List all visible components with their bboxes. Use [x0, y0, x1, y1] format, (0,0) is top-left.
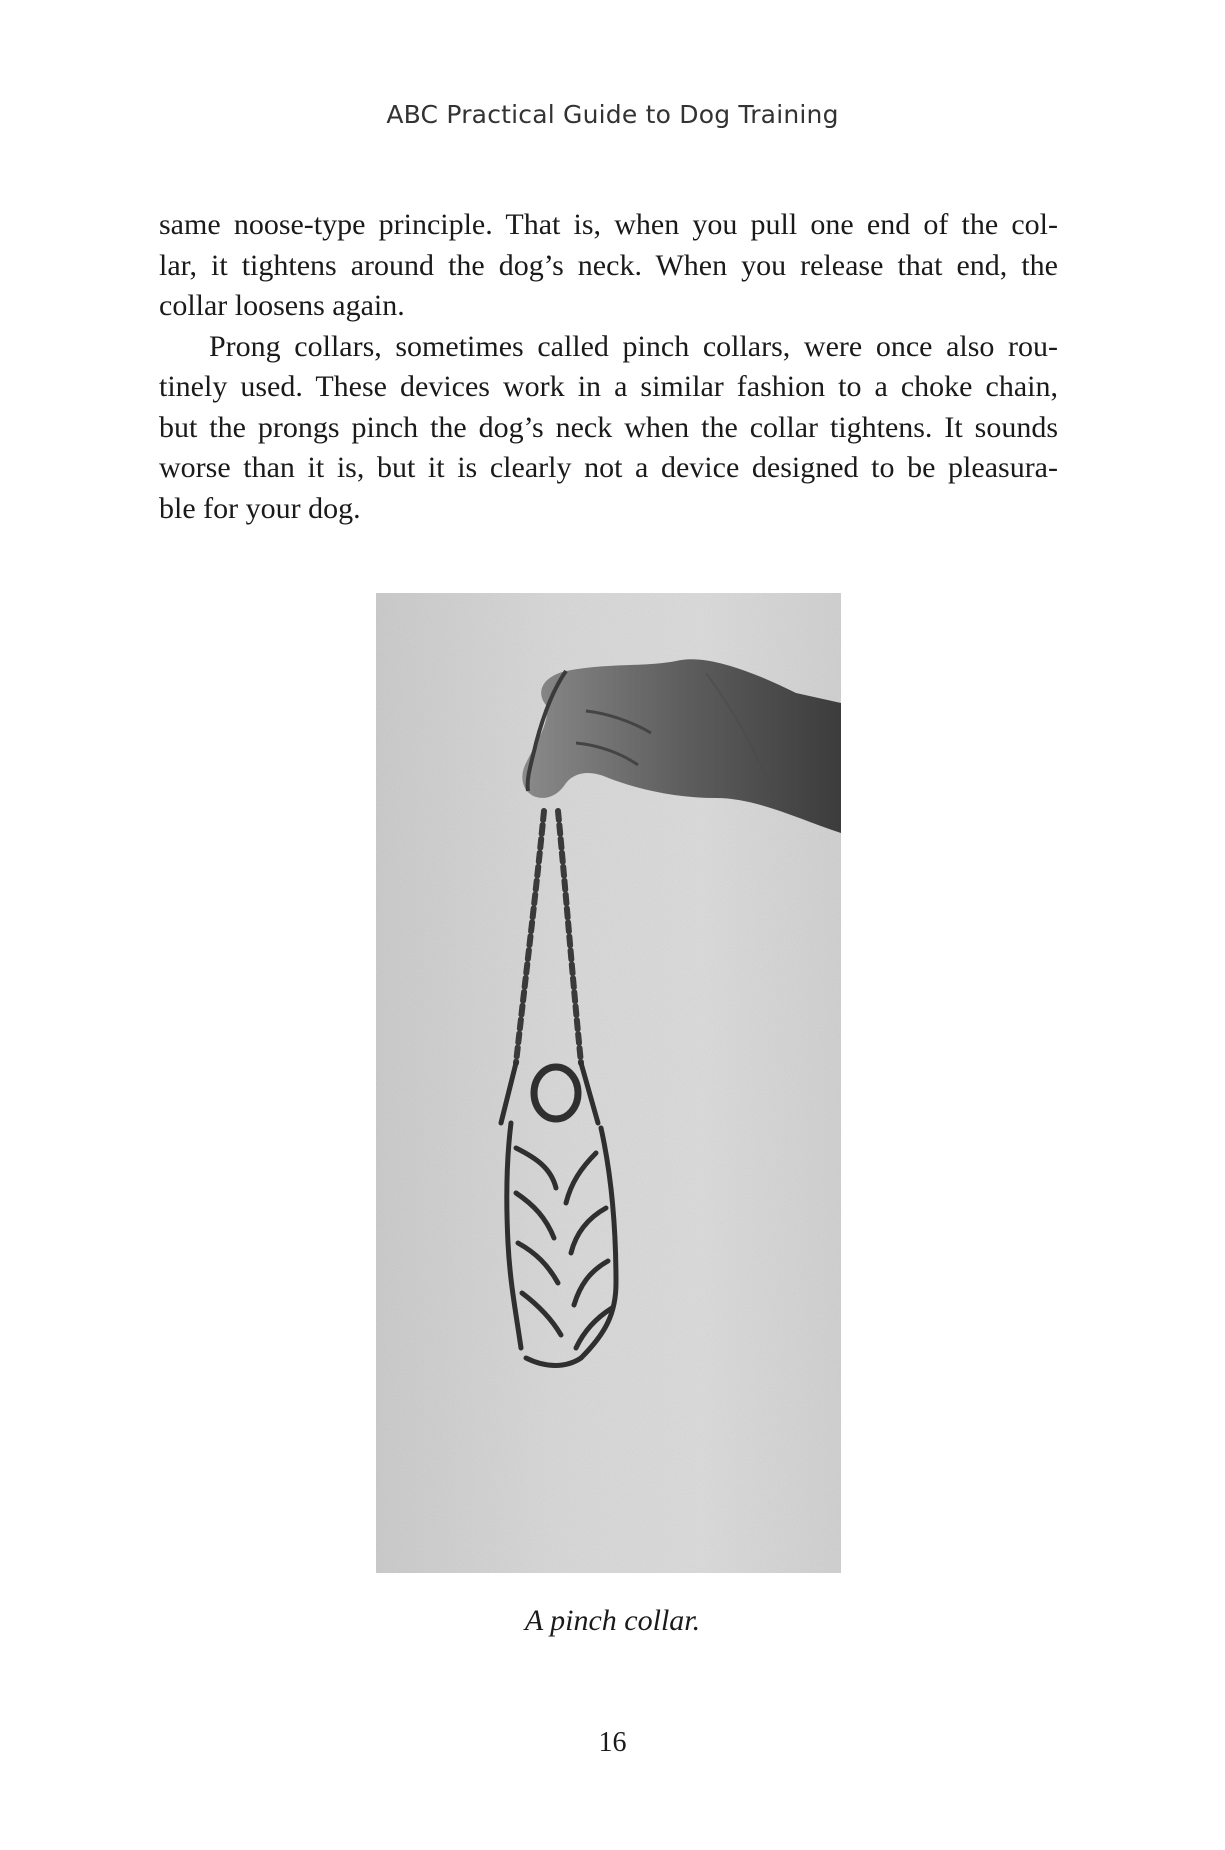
running-head: ABC Practical Guide to Dog Training [386, 100, 839, 129]
paragraph-2-line-2: tinely used. These devices work in a similar fashion to a choke chain, [159, 370, 1058, 403]
body-text [159, 205, 1058, 529]
paragraph-1-line-3: collar loosens again. [159, 289, 405, 322]
page-number: 16 [598, 1727, 627, 1758]
figure-caption: A pinch collar. [524, 1604, 701, 1637]
paragraph-1-line-1: same noose-type principle. That is, when you pull one end of the col- [159, 208, 1058, 241]
paragraph-2-line-1: Prong collars, sometimes called pinch collars, were once also rou- [209, 329, 1058, 363]
paragraph-2-line-4: worse than it is, but it is clearly not a device designed to be pleasura- [159, 451, 1058, 484]
paragraph-2-line-5: ble for your dog. [159, 491, 361, 525]
pinch-collar-photo [376, 593, 841, 1573]
paragraph-1-line-2: lar, it tightens around the dog’s neck. When you release that end, the [159, 248, 1058, 282]
paragraph-2-line-3: but the prongs pinch the dog’s neck when the collar tightens. It sounds [159, 410, 1058, 444]
